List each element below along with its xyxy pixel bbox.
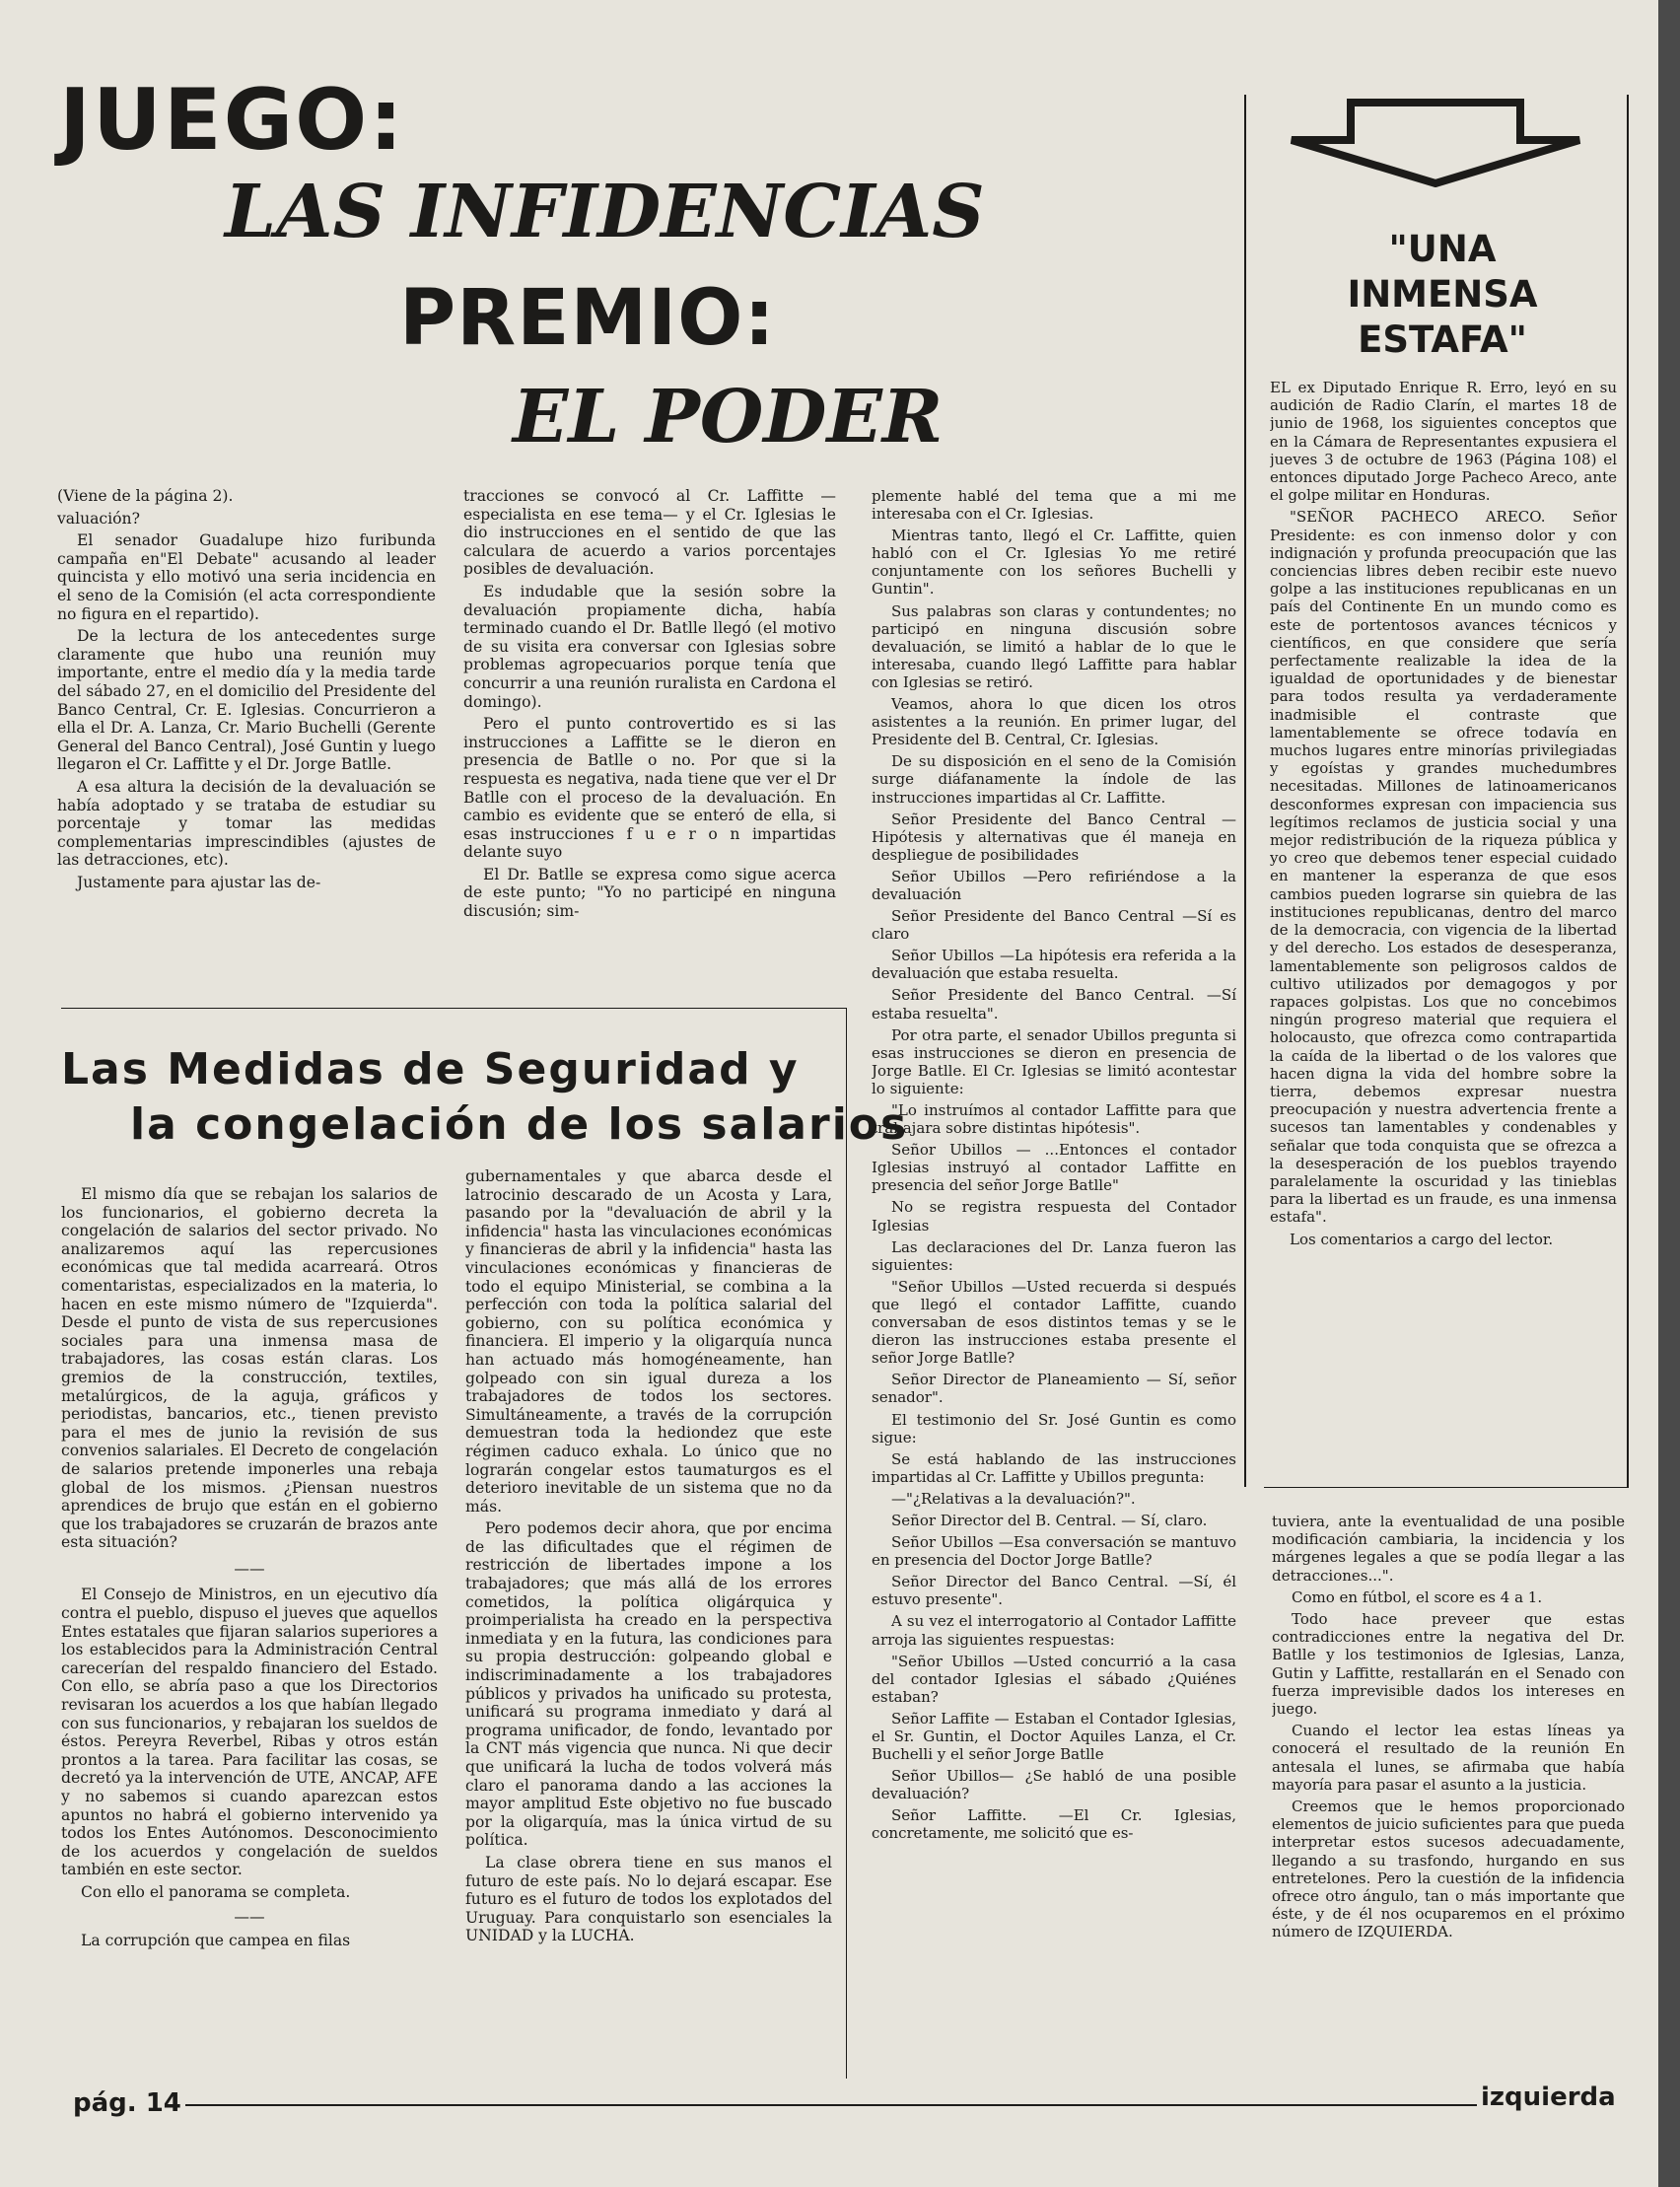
side-box-right-rule bbox=[1627, 95, 1629, 1487]
paragraph: Señor Ubillos— ¿Se habló de una posible devaluación? bbox=[872, 1767, 1236, 1803]
paragraph: Cuando el lector lea estas líneas ya conocerá el resultado de la reunión En antesala el lunes, se afirmaba que había mayoría para pasar el asunto a la justicia. bbox=[1272, 1722, 1625, 1794]
main-article-col1 bbox=[57, 487, 436, 968]
down-arrow-icon bbox=[1288, 99, 1583, 187]
paragraph: "SEÑOR PACHECO ARECO. Señor Presidente: es con inmenso dolor y con indignación y profunda preocupación que las conciencias libres deben recibir este nuevo golpe a las instituciones republicanas en un país del Continente En un mundo como es este de portentosos avances técnicos y científicos, en que considere que sería perfectamente realizable la idea de la igualdad de oportunidades y de bienestar para todos resulta ya verdaderamente inadmisible el contraste que lamentablemente se ofrece todavía en muchos lugares entre minorías privilegiadas y egoístas y grandes muchedumbres necesitadas. Millones de latinoamericanos desconformes expresan con impaciencia sus legítimos reclamos de justicia social y una mejor redistribución de la riqueza pública y yo creo que debemos tener especial cuidado en mantener la esperanza de que esos cambios pueden lograrse sin quiebra de las instituciones republicanas, dentro del marco de la democracia, con vigencia de la libertad y del derecho. Los estados de desesperanza, lamentablemente son peligrosos caldos de cultivo utilizados por demagogos y por rapaces golpistas. Los que no concebimos ningún progreso material que requiera el holocausto, que ofrezca como contrapartida la caída de la libertad o de los valores que hacen digna la vida del hombre sobre la tierra, debemos expresar nuestra preocupación y nuestra advertencia frente a sucesos tan lamentables y condenables y señalar que toda conquista que se ofrezca a la desesperación de los pueblos trayendo paralelamente la oscuridad y las tinieblas para la libertad es un fraude, es una inmensa estafa". bbox=[1270, 508, 1617, 1227]
side-article-body bbox=[1270, 379, 1617, 1475]
side-title bbox=[1272, 227, 1613, 363]
seguridad-title-line1: Las Medidas de Seguridad y bbox=[61, 1044, 800, 1094]
seguridad-title-line2: la congelación de los salarios bbox=[130, 1099, 909, 1150]
seguridad-col1 bbox=[61, 1185, 438, 2077]
main-article-col3 bbox=[872, 487, 1236, 2077]
paragraph: "Señor Ubillos —Usted recuerda si después que llegó el contador Laffitte, cuando conversaban de esos distintos temas y se le dieron las instrucciones estaba presente el señor Jorge Batlle? bbox=[872, 1277, 1236, 1368]
magazine-name: izquierda bbox=[1481, 2082, 1616, 2112]
headline-infidencias: LAS INFIDENCIAS bbox=[225, 170, 985, 254]
paragraph: El Dr. Batlle se expresa como sigue acerca de este punto; "Yo no participé en ninguna discusión; sim- bbox=[463, 865, 836, 921]
paragraph: Señor Presidente del Banco Central —Hipótesis y alternativas que él maneja en despliegue de posibilidades bbox=[872, 810, 1236, 864]
main-article-col2 bbox=[463, 487, 836, 976]
paragraph: Señor Ubillos —Esa conversación se mantuvo en presencia del Doctor Jorge Batlle? bbox=[872, 1533, 1236, 1570]
paragraph: Señor Laffitte. —El Cr. Iglesias, concretamente, me solicitó que es- bbox=[872, 1806, 1236, 1843]
paragraph: Mientras tanto, llegó el Cr. Laffitte, quien habló con el Cr. Iglesias Yo me retiré conjuntamente con los señores Buchelli y Guntin". bbox=[872, 527, 1236, 599]
paragraph: Justamente para ajustar las de- bbox=[77, 873, 321, 891]
paragraph: El Consejo de Ministros, en un ejecutivo día contra el pueblo, dispuso el jueves que aquellos Entes estatales que fijaran salarios superiores a los establecidos para la Administración Central carecerían del respaldo financiero del Estado. Con ello, se abría paso a que los Directorios revisaran los acuerdos a los que habían llegado con sus funcionarios, y rebajaran los sueldos de éstos. Pereyra Reverbel, Ribas y otros están prontos a la tarea. Para facilitar las cosas, se decretó ya la intervención de UTE, ANCAP, AFE y no sabemos si cuando aparezcan estos apuntos no habrá el gobierno intervenido ya todos los Entes Autónomos. Desconocimiento de los acuerdos y congelación de sueldos también en este sector. bbox=[61, 1586, 438, 1879]
paragraph: Por otra parte, el senador Ubillos pregunta si esas instrucciones se dieron en presencia de Jorge Batlle. El Cr. Iglesias se limitó acontestar lo siguiente: bbox=[872, 1025, 1236, 1097]
paragraph: valuación? bbox=[57, 509, 140, 528]
paragraph: Todo hace preveer que estas contradicciones entre la negativa del Dr. Batlle y los testimonios de Iglesias, Lanza, Gutin y Laffitte, restallarán en el Senado con fuerza imprevisible dados los intereses en juego. bbox=[1272, 1610, 1625, 1719]
page-number: pág. 14 bbox=[73, 2088, 181, 2118]
paragraph: Señor Director del Banco Central. —Sí, él estuvo presente". bbox=[872, 1573, 1236, 1609]
paragraph: tuviera, ante la eventualidad de una posible modificación cambiaria, la incidencia y los márgenes legales a que se podía llegar a las detracciones...". bbox=[1272, 1513, 1625, 1585]
paragraph: Señor Ubillos —La hipótesis era referida a la devaluación que estaba resuelta. bbox=[872, 947, 1236, 983]
paragraph: Las declaraciones del Dr. Lanza fueron las siguientes: bbox=[872, 1237, 1236, 1274]
paragraph: La corrupción que campea en filas bbox=[81, 1932, 351, 1950]
box-right-rule bbox=[846, 1008, 847, 2079]
paragraph: Es indudable que la sesión sobre la devaluación propiamente dicha, había terminado cuando el Dr. Batlle llegó (el motivo de su visita era conversar con Iglesias sobre problemas agropecuarios porque tenía que concurrir a una reunión ruralista en Cardona el domingo). bbox=[463, 582, 836, 711]
paragraph: Señor Director del B. Central. — Sí, claro. bbox=[891, 1511, 1208, 1529]
paragraph: Señor Presidente del Banco Central —Sí es claro bbox=[872, 907, 1236, 944]
seguridad-col2 bbox=[465, 1167, 832, 2077]
paragraph: Se está hablando de las instrucciones impartidas al Cr. Laffitte y Ubillos pregunta: bbox=[872, 1449, 1236, 1486]
paragraph: A su vez el interrogatorio al Contador Laffitte arroja las siguientes respuestas: bbox=[872, 1612, 1236, 1649]
paragraph: El mismo día que se rebajan los salarios de los funcionarios, el gobierno decreta la congelación de salarios del sector privado. No analizaremos aquí las repercusiones económicas que tal medida acarreará. Otros comentaristas, especializados en la materia, lo hacen en este mismo número de "Izquierda". Desde el punto de vista de sus repercusiones sociales para una inmensa masa de trabajadores, las cosas están claras. Los gremios de la construcción, textiles, metalúrgicos, de la aguja, gráficos y periodistas, bancarios, etc., tienen previsto para el mes de junio la revisión de sus convenios salariales. El Decreto de congelación de salarios pretende imponerles una rebaja global de los mismos. ¿Piensan nuestros aprendices de brujo que están en el gobierno que los trabajadores se cruzarán de brazos ante esta situación? bbox=[61, 1185, 438, 1552]
paragraph: EL ex Diputado Enrique R. Erro, leyó en su audición de Radio Clarín, el martes 18 de junio de 1968, los siguientes conceptos que en la Cámara de Representantes expusiera el jueves 3 de octubre de 1963 (Página 108) el entonces diputado Jorge Pacheco Areco, ante el golpe militar en Honduras. bbox=[1270, 379, 1617, 505]
paragraph: Señor Presidente del Banco Central. —Sí estaba resuelta". bbox=[872, 986, 1236, 1023]
section-divider: —— bbox=[234, 1907, 265, 1926]
paragraph: Pero podemos decir ahora, que por encima de las dificultades que el régimen de restricción de libertades impone a los trabajadores; que más allá de los errores cometidos, la política oligárquica y proimperialista ha creado en la perspectiva inmediata y en la futura, las condiciones para su propia destrucción: golpeando global e indiscriminadamente a los trabajadores públicos y privados ha unificado su protesta, unificará su programa inmediato y dará al programa unificador, de fondo, levantado por la CNT más vigencia que nunca. Ni que decir que unificará la lucha de todos volverá más claro el panorama dando a las acciones la mayor amplitud Este objetivo no fue buscado por la oligarquía, mas la única virtud de su política. bbox=[465, 1519, 832, 1850]
paragraph: Con ello el panorama se completa. bbox=[81, 1882, 351, 1901]
side-article-continuation bbox=[1272, 1513, 1625, 2079]
paragraph: Señor Ubillos —Pero refiriéndose a la devaluación bbox=[872, 867, 1236, 903]
box-top-rule bbox=[61, 1008, 846, 1009]
paragraph: Veamos, ahora lo que dicen los otros asistentes a la reunión. En primer lugar, del Presidente del B. Central, Cr. Iglesias. bbox=[872, 695, 1236, 749]
paragraph: Señor Director de Planeamiento — Sí, señor senador". bbox=[872, 1371, 1236, 1407]
headline-premio: PREMIO: bbox=[399, 274, 776, 363]
paragraph: Como en fútbol, el score es 4 a 1. bbox=[1292, 1587, 1543, 1606]
paragraph: La clase obrera tiene en sus manos el futuro de este país. No lo dejará escapar. Ese futuro es el futuro de todos los explotados del Uruguay. Para conquistarlo son esenciales la UNIDAD y la LUCHA. bbox=[465, 1853, 832, 1945]
paragraph: "Señor Ubillos —Usted concurrió a la casa del contador Iglesias el sábado ¿Quiénes estaban? bbox=[872, 1652, 1236, 1706]
paragraph: A esa altura la decisión de la devaluación se había adoptado y se trataba de estudiar su porcentaje y tomar las medidas complementarias imprescindibles (ajustes de las detracciones, etc). bbox=[57, 777, 436, 870]
paragraph: El testimonio del Sr. José Guntin es como sigue: bbox=[872, 1410, 1236, 1446]
paragraph: (Viene de la página 2). bbox=[57, 487, 234, 505]
paragraph: El senador Guadalupe hizo furibunda campaña en"El Debate" acusando al leader quincista y ello motivó una seria incidencia en el seno de la Comisión (el acta correspondiente no figura en el repartido). bbox=[57, 531, 436, 623]
side-box-bottom-rule bbox=[1264, 1487, 1629, 1488]
paragraph: plemente hablé del tema que a mi me interesaba con el Cr. Iglesias. bbox=[872, 487, 1236, 524]
paragraph: Señor Ubillos — ...Entonces el contador Iglesias instruyó al contador Laffitte en presencia del señor Jorge Batlle" bbox=[872, 1141, 1236, 1195]
paragraph: Señor Laffite — Estaban el Contador Iglesias, el Sr. Guntin, el Doctor Aquiles Lanza, el Cr. Buchelli y el señor Jorge Batlle bbox=[872, 1709, 1236, 1764]
paragraph: No se registra respuesta del Contador Iglesias bbox=[872, 1198, 1236, 1235]
section-divider: —— bbox=[234, 1559, 265, 1578]
side-title-line2: INMENSA bbox=[1347, 273, 1538, 316]
page-edge bbox=[1658, 0, 1680, 2187]
paragraph: tracciones se convocó al Cr. Laffitte —especialista en ese tema— y el Cr. Iglesias le dio instrucciones en el sentido de que las calculara de acuerdo a varios porcentajes posibles de devaluación. bbox=[463, 487, 836, 579]
side-title-line3: ESTAFA" bbox=[1358, 318, 1527, 361]
paragraph: Pero el punto controvertido es si las instrucciones a Laffitte se le dieron en presencia de Batlle o no. Por que si la respuesta es negativa, nada tiene que ver el Dr Batlle con el proceso de la devaluación. En cambio es evidente que se enteró de ella, si esas instrucciones f u e r o n impartidas delante suyo bbox=[463, 715, 836, 862]
headline-juego: JUEGO: bbox=[59, 71, 405, 170]
side-box-left-rule bbox=[1244, 95, 1246, 1487]
paragraph: De su disposición en el seno de la Comisión surge diáfanamente la índole de las instrucciones impartidas al Cr. Laffitte. bbox=[872, 752, 1236, 807]
side-title-line1: "UNA bbox=[1388, 228, 1497, 270]
paragraph: Los comentarios a cargo del lector. bbox=[1290, 1230, 1554, 1248]
footer-rule bbox=[185, 2104, 1477, 2106]
paragraph: gubernamentales y que abarca desde el latrocinio descarado de un Acosta y Lara, pasando por la "devaluación de abril y la infidencia" hasta las vinculaciones económicas y financieras de abril y la infidencia" hasta las vinculaciones económicas y financieras de todo el equipo Ministerial, se combina a la perfección con toda la política salarial del gobierno, con su política económica y financiera. El imperio y la oligarquía nunca han actuado más homogéneamente, han golpeado con sin igual dureza a los trabajadores de todos los sectores. Simultáneamente, a través de la corrupción demuestran toda la hediondez que este régimen caduco exhala. Lo único que no lograrán congelar estos taumaturgos es el deterioro inevitable de un sistema que no da más. bbox=[465, 1167, 832, 1516]
paragraph: De la lectura de los antecedentes surge claramente que hubo una reunión muy importante, entre el medio día y la media tarde del sábado 27, en el domicilio del Presidente del Banco Central, Cr. E. Iglesias. Concurrieron a ella el Dr. A. Lanza, Cr. Mario Buchelli (Gerente General del Banco Central), José Guntin y luego llegaron el Cr. Laffitte y el Dr. Jorge Batlle. bbox=[57, 627, 436, 774]
paragraph: —"¿Relativas a la devaluación?". bbox=[891, 1489, 1136, 1508]
paragraph: "Lo instruímos al contador Laffitte para que trabajara sobre distintas hipótesis". bbox=[872, 1101, 1236, 1138]
headline-el-poder: EL PODER bbox=[513, 375, 944, 459]
paragraph: Sus palabras son claras y contundentes; no participó en ninguna discusión sobre devaluación, se limitó a hablar de lo que le interesaba, cuando llegó Laffitte para hablar con Iglesias se retiró. bbox=[872, 601, 1236, 691]
paragraph: Creemos que le hemos proporcionado elementos de juicio suficientes para que pueda interpretar estos sucesos adecuadamente, llegando a su trasfondo, hurgando en sus entretelones. Pero la cuestión de la infidencia ofrece otro ángulo, tan o más importante que éste, y de él nos ocuparemos en el próximo número de IZQUIERDA. bbox=[1272, 1798, 1625, 1941]
